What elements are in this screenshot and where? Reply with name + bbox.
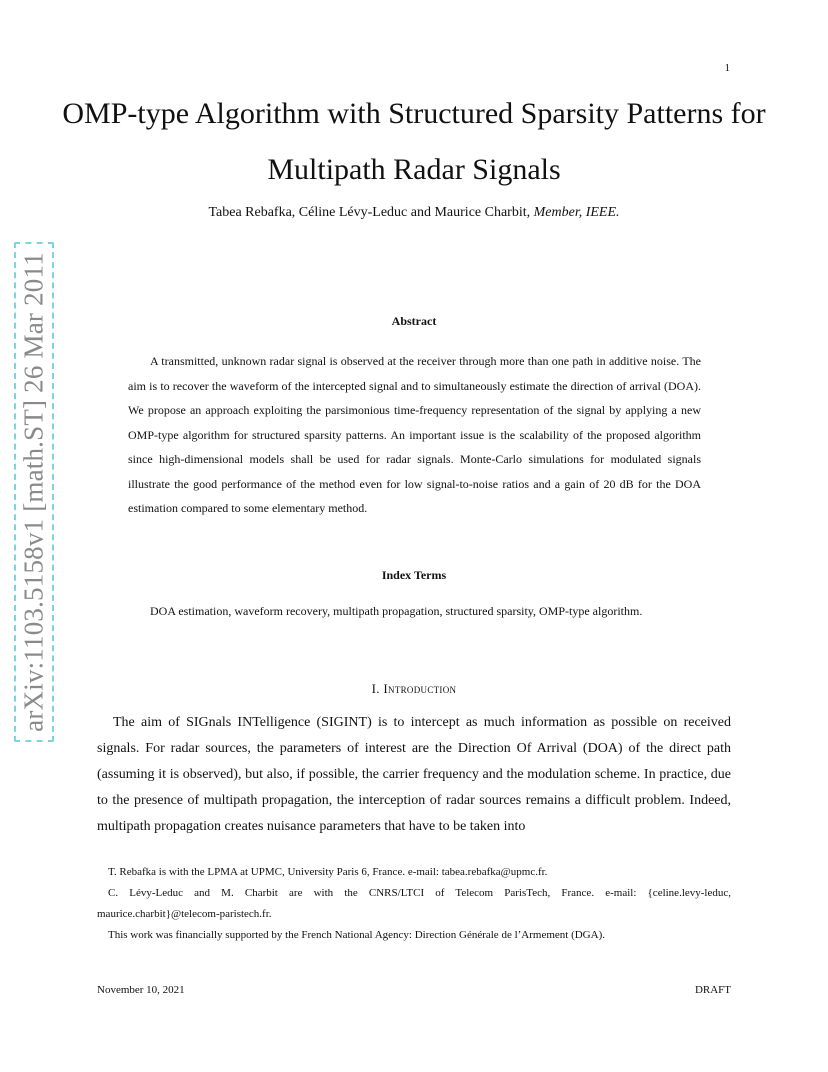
- footer-draft-label: DRAFT: [694, 984, 731, 996]
- author-names: Tabea Rebafka, Céline Lévy-Leduc and Maurice Charbit,: [208, 205, 534, 220]
- footnote: This work was financially supported by the French National Agency: Direction Générale de l’Armement (DGA).: [108, 929, 605, 941]
- page-number: 1: [724, 62, 730, 74]
- footnote: C. Lévy-Leduc and M. Charbit are with the CNRS/LTCI of Telecom ParisTech, France. e-mail: {celine.levy-leduc, maurice.charbit}@telecom-paristech.fr.: [97, 887, 731, 920]
- abstract-heading: Abstract: [391, 314, 437, 328]
- index-terms-heading: Index Terms: [381, 568, 447, 582]
- footnote: T. Rebafka is with the LPMA at UPMC, University Paris 6, France. e-mail: tabea.rebafka@upmc.fr.: [108, 866, 548, 878]
- author-membership: Member, IEEE.: [533, 205, 620, 220]
- footnotes: [97, 862, 731, 946]
- introduction-text: The aim of SIGnals INTelligence (SIGINT) is to intercept as much information as possible on received signals. For radar sources, the parameters of interest are the Direction Of Arrival (DOA) of the direct path (assuming it is observed), but also, if possible, the carrier frequency and the modulation scheme. In practice, due to the presence of multipath propagation, the interception of radar sources remains a difficult problem. Indeed, multipath propagation creates nuisance parameters that have to be taken into: [97, 715, 731, 834]
- abstract-text: A transmitted, unknown radar signal is observed at the receiver through more than one path in additive noise. The aim is to recover the waveform of the intercepted signal and to simultaneously estimate the direction of arrival (DOA). We propose an approach exploiting the parsimonious time-frequency representation of the signal by applying a new OMP-type algorithm for structured sparsity patterns. An important issue is the scalability of the proposed algorithm since high-dimensional models shall be used for radar signals. Monte-Carlo simulations for modulated signals illustrate the good performance of the method even for low signal-to-noise ratios and a gain of 20 dB for the DOA estimation compared to some elementary method.: [128, 354, 701, 515]
- arxiv-stamp-text: arXiv:1103.5158v1 [math.ST] 26 Mar 2011: [18, 252, 49, 732]
- paper-authors: [60, 205, 768, 221]
- footer-date: November 10, 2021: [97, 984, 185, 996]
- index-terms-text: DOA estimation, waveform recovery, multipath propagation, structured sparsity, OMP-type algorithm.: [150, 604, 643, 618]
- paper-title: OMP-type Algorithm with Structured Sparsity Patterns for Multipath Radar Signals: [62, 97, 766, 186]
- section-heading-introduction: I. Introduction: [371, 681, 457, 696]
